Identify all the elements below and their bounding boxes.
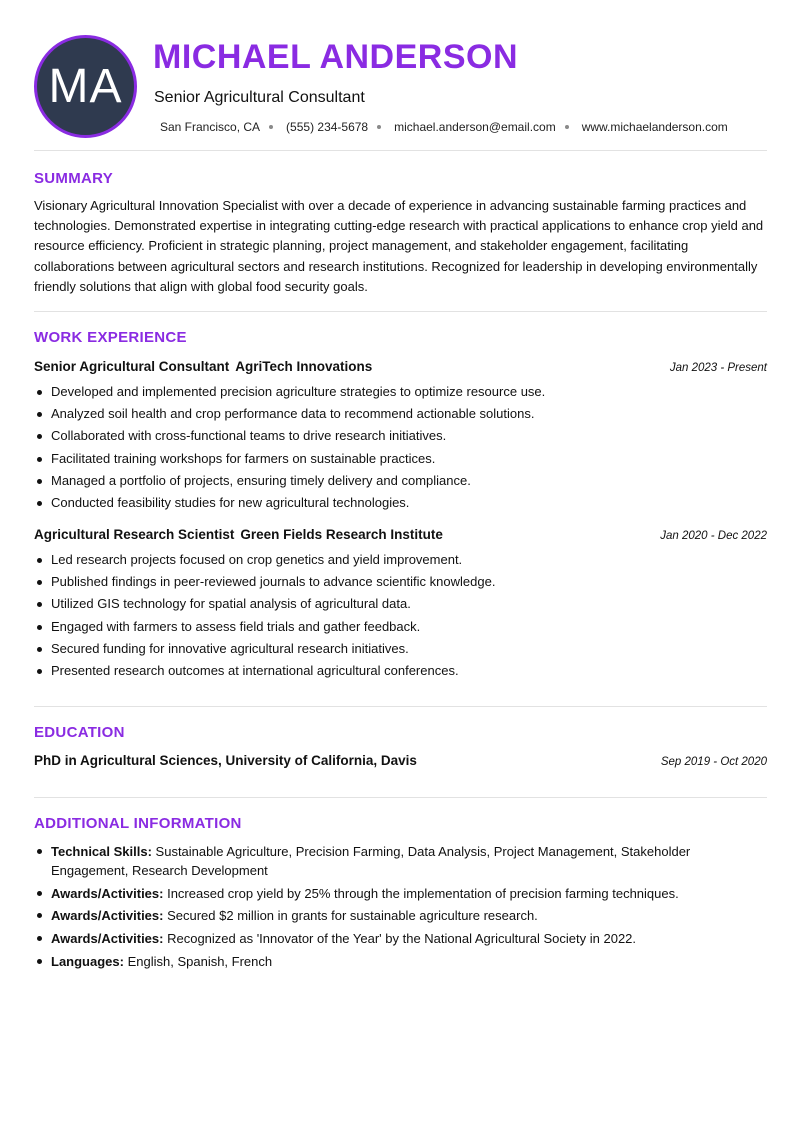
item-text: Sustainable Agriculture, Precision Farming, Data Analysis, Project Management, Stakeholder Engagement, Research Development: [51, 844, 691, 878]
list-item: Facilitated training workshops for farmers on sustainable practices.: [34, 448, 767, 470]
item-label: Awards/Activities:: [51, 930, 164, 946]
divider: [34, 706, 767, 707]
item-text: Secured $2 million in grants for sustainable agriculture research.: [167, 908, 538, 923]
job-header: [34, 527, 767, 542]
summary-text: Visionary Agricultural Innovation Specialist with over a decade of experience in advancing sustainable farming practices and technologies. Demonstrated expertise in integrating cutting-edge research with practical applications to enhance crop yield and resource efficiency. Proficient in strategic planning, project management, and stakeholder engagement, facilitating collaborations between agricultural sectors and research institutions. Recognized for leadership in developing environmentally friendly solutions that align with global food security goals.: [34, 198, 764, 294]
contact-email[interactable]: michael.anderson@email.com: [394, 120, 556, 134]
job-title-line: [34, 527, 443, 542]
job-company: Green Fields Research Institute: [240, 527, 443, 542]
avatar: [34, 35, 137, 138]
list-item: [34, 884, 714, 903]
list-item: Secured funding for innovative agricultural research initiatives.: [34, 638, 767, 660]
job-header: [34, 359, 767, 374]
list-item: Collaborated with cross-functional teams to drive research initiatives.: [34, 425, 767, 447]
list-item: Analyzed soil health and crop performance data to recommend actionable solutions.: [34, 403, 767, 425]
candidate-title: Senior Agricultural Consultant: [154, 89, 365, 106]
contact-line: [160, 120, 728, 134]
item-label: Languages:: [51, 953, 124, 969]
item-label: Technical Skills:: [51, 844, 152, 859]
list-item: Developed and implemented precision agriculture strategies to optimize resource use.: [34, 381, 767, 403]
separator-dot: [377, 125, 381, 129]
avatar-initials: MA: [48, 60, 123, 113]
job-title-line: [34, 359, 372, 374]
list-item: [34, 952, 714, 971]
education-entry: [34, 753, 767, 768]
item-label: Awards/Activities:: [51, 908, 164, 923]
education-degree: PhD in Agricultural Sciences, University of California, Davis: [34, 753, 417, 768]
candidate-name: MICHAEL ANDERSON: [153, 38, 519, 76]
separator-dot: [269, 125, 273, 129]
job-bullets: [34, 549, 767, 682]
list-item: Engaged with farmers to assess field trials and gather feedback.: [34, 616, 767, 638]
divider: [34, 311, 767, 312]
separator-dot: [565, 125, 569, 129]
list-item: Published findings in peer-reviewed journals to advance scientific knowledge.: [34, 571, 767, 593]
list-item: [34, 929, 714, 948]
job-dates: Jan 2020 - Dec 2022: [660, 530, 767, 542]
additional-heading: ADDITIONAL INFORMATION: [34, 815, 242, 832]
contact-website[interactable]: www.michaelanderson.com: [581, 120, 728, 134]
job-company: AgriTech Innovations: [235, 359, 373, 374]
summary-heading: SUMMARY: [34, 170, 114, 187]
list-item: [34, 906, 714, 925]
item-text: Increased crop yield by 25% through the implementation of precision farming techniques.: [167, 885, 679, 901]
list-item: Led research projects focused on crop genetics and yield improvement.: [34, 549, 767, 571]
contact-location: San Francisco, CA: [160, 120, 261, 134]
job-bullets: [34, 381, 767, 514]
experience-heading: WORK EXPERIENCE: [34, 329, 187, 346]
resume-header: [0, 0, 800, 150]
divider: [34, 150, 767, 151]
list-item: Conducted feasibility studies for new agricultural technologies.: [34, 492, 767, 514]
education-dates: Sep 2019 - Oct 2020: [660, 756, 767, 768]
job-dates: Jan 2023 - Present: [669, 362, 767, 374]
item-text: Recognized as 'Innovator of the Year' by the National Agricultural Society in 2022.: [167, 930, 637, 946]
job-role: Senior Agricultural Consultant: [34, 359, 230, 374]
list-item: Managed a portfolio of projects, ensuring timely delivery and compliance.: [34, 470, 767, 492]
list-item: Presented research outcomes at international agricultural conferences.: [34, 660, 767, 682]
job-role: Agricultural Research Scientist: [34, 527, 235, 542]
additional-list: [34, 842, 714, 974]
item-text: English, Spanish, French: [127, 953, 273, 969]
divider: [34, 797, 767, 798]
list-item: [34, 842, 714, 880]
contact-phone: (555) 234-5678: [286, 120, 369, 134]
list-item: Utilized GIS technology for spatial analysis of agricultural data.: [34, 593, 767, 615]
item-label: Awards/Activities:: [51, 885, 164, 901]
education-heading: EDUCATION: [34, 724, 125, 741]
